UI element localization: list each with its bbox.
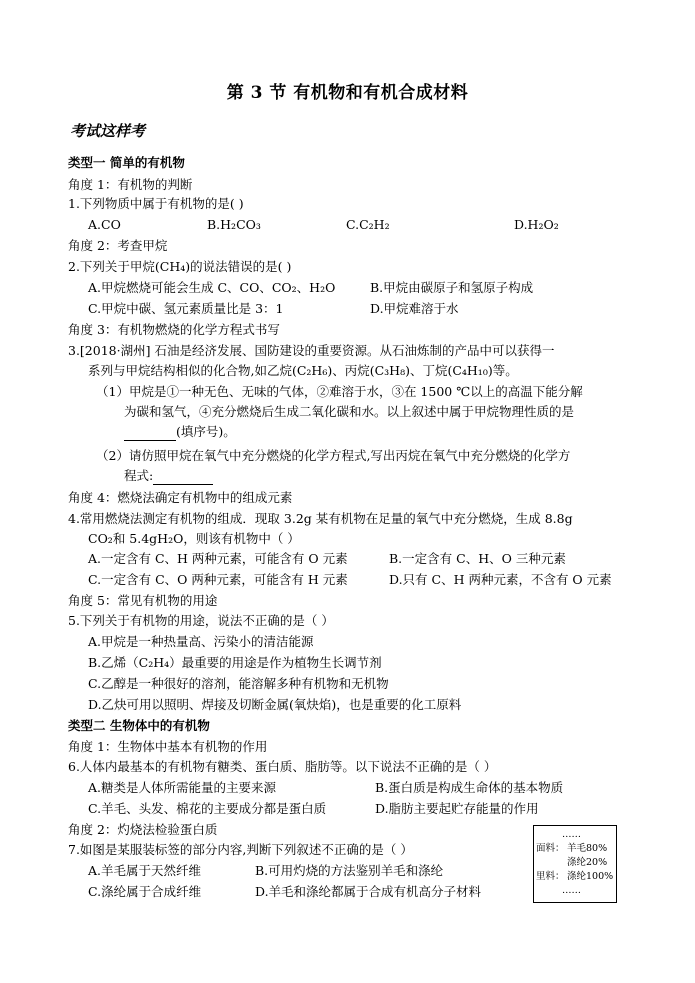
type-heading-2: 类型二 生物体中的有机物 — [68, 718, 210, 733]
q5-option-a: A.甲烷是一种热量高、污染小的清洁能源 — [88, 634, 314, 649]
angle-heading-4: 角度 4：燃烧法确定有机物中的组成元素 — [68, 490, 293, 505]
q7-option-d: D.羊毛和涤纶都属于合成有机高分子材料 — [255, 884, 482, 899]
q1-option-c: C.C₂H₂ — [346, 217, 390, 232]
question-3-line-1: 3.[2018·湖州] 石油是经济发展、国防建设的重要资源。从石油炼制的产品中可以获得一 — [68, 343, 555, 358]
label-lining-title: 里料： — [536, 871, 565, 882]
question-3-part-2-line-1: （2）请仿照甲烷在氧气中充分燃烧的化学方程式,写出丙烷在氧气中充分燃烧的化学方 — [96, 448, 571, 463]
angle-heading-7: 角度 2：灼烧法检验蛋白质 — [68, 822, 218, 837]
question-1: 1.下列物质中属于有机物的是( ) — [68, 196, 244, 211]
q4-option-d: D.只有 C、H 两种元素，不含有 O 元素 — [389, 572, 612, 587]
q6-option-a: A.糖类是人体所需能量的主要来源 — [88, 780, 277, 795]
answer-blank[interactable] — [124, 427, 176, 441]
question-3-line-2: 系列与甲烷结构相似的化合物,如乙烷(C₂H₆)、丙烷(C₃H₈)、丁烷(C₄H₁₀)等。 — [88, 363, 518, 378]
angle-heading-1: 角度 1：有机物的判断 — [68, 177, 193, 192]
label-fabric-polyester: 涤纶20% — [567, 857, 608, 868]
q4-option-a: A.一定含有 C、H 两种元素，可能含有 O 元素 — [88, 551, 348, 566]
q5-option-b: B.乙烯（C₂H₄）最重要的用途是作为植物生长调节剂 — [88, 655, 382, 670]
question-2: 2.下列关于甲烷(CH₄)的说法错误的是( ) — [68, 259, 292, 274]
label-lining-polyester: 涤纶100% — [567, 871, 614, 882]
q2-option-b: B.甲烷由碳原子和氢原子构成 — [370, 280, 534, 295]
question-7: 7.如图是某服装标签的部分内容,判断下列叙述不正确的是（ ） — [68, 842, 413, 857]
q5-option-d: D.乙炔可用以照明、焊接及切断金属(氧炔焰)，也是重要的化工原料 — [88, 697, 462, 712]
angle-heading-2: 角度 2：考查甲烷 — [68, 238, 168, 253]
q5-option-c: C.乙醇是一种很好的溶剂，能溶解多种有机物和无机物 — [88, 676, 389, 691]
q7-option-c: C.涤纶属于合成纤维 — [88, 884, 202, 899]
q1-option-b: B.H₂CO₃ — [207, 217, 261, 232]
question-3-part-1-line-3: (填序号)。 — [124, 423, 236, 441]
question-3-part-2-line-2: 程式: — [124, 467, 213, 485]
q7-option-b: B.可用灼烧的方法鉴别羊毛和涤纶 — [255, 863, 444, 878]
label-fabric-title: 面料： — [536, 843, 565, 854]
q2-option-d: D.甲烷难溶于水 — [370, 301, 459, 316]
angle-heading-5: 角度 5：常见有机物的用途 — [68, 593, 218, 608]
q1-option-a: A.CO — [88, 217, 121, 232]
section-heading: 考试这样考 — [70, 122, 146, 140]
page-title: 第 3 节 有机物和有机合成材料 — [226, 83, 469, 103]
question-4-line-1: 4.常用燃烧法测定有机物的组成．现取 3.2g 某有机物在足量的氧气中充分燃烧，生成 8.8g — [68, 511, 573, 526]
question-5: 5.下列关于有机物的用途，说法不正确的是（ ） — [68, 613, 334, 628]
q7-option-a: A.羊毛属于天然纤维 — [88, 863, 202, 878]
q2-option-a: A.甲烷燃烧可能会生成 C、CO、CO₂、H₂O — [88, 280, 336, 295]
q4-option-b: B.一定含有 C、H、O 三种元素 — [389, 551, 566, 566]
question-6: 6.人体内最基本的有机物有糖类、蛋白质、脂肪等。以下说法不正确的是（ ） — [68, 759, 497, 774]
clothing-label-figure — [533, 825, 617, 903]
q6-option-c: C.羊毛、头发、棉花的主要成分都是蛋白质 — [88, 801, 327, 816]
type-heading-1: 类型一 简单的有机物 — [68, 155, 185, 170]
question-4-line-2: CO₂和 5.4gH₂O，则该有机物中（ ） — [88, 531, 300, 546]
q1-option-d: D.H₂O₂ — [514, 217, 559, 232]
answer-blank[interactable] — [153, 471, 213, 485]
q4-option-c: C.一定含有 C、O 两种元素，可能含有 H 元素 — [88, 572, 348, 587]
question-3-part-1-line-1: （1）甲烷是①一种无色、无味的气体，②难溶于水，③在 1500 ℃以上的高温下能分解 — [96, 384, 583, 399]
label-fabric-wool: 羊毛80% — [567, 843, 608, 854]
label-dots-top: …… — [562, 829, 581, 840]
q2-option-c: C.甲烷中碳、氢元素质量比是 3：1 — [88, 301, 284, 316]
q6-option-b: B.蛋白质是构成生命体的基本物质 — [375, 780, 564, 795]
label-dots-bottom: …… — [562, 885, 581, 896]
angle-heading-6: 角度 1：生物体中基本有机物的作用 — [68, 739, 268, 754]
question-3-part-1-line-2: 为碳和氢气，④充分燃烧后生成二氧化碳和水。以上叙述中属于甲烷物理性质的是 — [124, 404, 575, 419]
angle-heading-3: 角度 3：有机物燃烧的化学方程式书写 — [68, 322, 280, 337]
q6-option-d: D.脂肪主要起贮存能量的作用 — [375, 801, 539, 816]
